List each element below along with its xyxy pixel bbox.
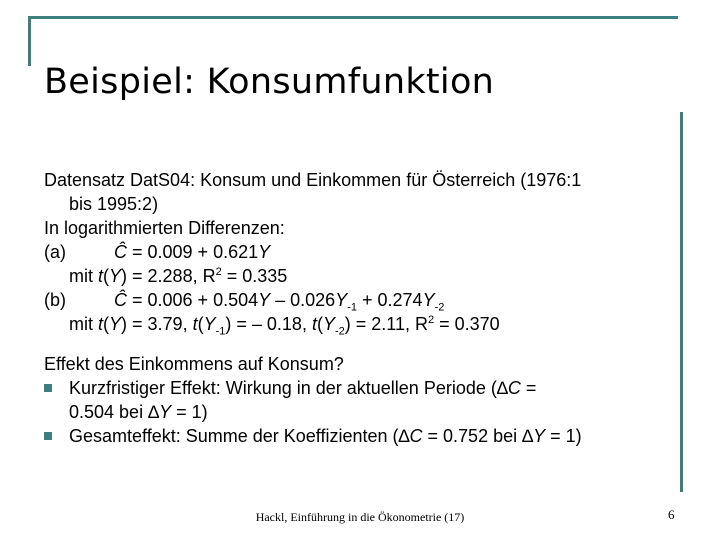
frame-top-line bbox=[28, 16, 678, 19]
equation-a: (a) Ĉ = 0.009 + 0.621Y bbox=[44, 242, 271, 262]
effect-question: Effekt des Einkommens auf Konsum? bbox=[44, 354, 344, 374]
square-bullet-icon bbox=[44, 384, 52, 392]
frame-left-line bbox=[28, 16, 31, 66]
dataset-line-2: bis 1995:2) bbox=[69, 194, 159, 214]
equation-b: (b) Ĉ = $0.006 + 0.504Y - 0.026Y_{-1} + 0.274Y_{-2}$ bbox=[44, 290, 445, 314]
bullet-item: Gesamteffekt: Summe der Koeffizienten (∆C = 0.752 bei ∆Y = 1) bbox=[44, 424, 664, 448]
equation-a-statistics: mit t(Y) = 2.288, $R^2 = 0.335$ bbox=[69, 266, 288, 286]
slide-footer: Hackl, Einführung in die Ökonometrie (17) bbox=[255, 510, 465, 524]
square-bullet-icon bbox=[44, 432, 52, 440]
equation-b-label: (b) bbox=[44, 290, 66, 310]
frame-right-line bbox=[680, 112, 683, 492]
log-differences-label: In logarithmierten Differenzen: bbox=[44, 218, 285, 238]
slide-title: Beispiel: Konsumfunktion bbox=[44, 62, 495, 102]
equation-a-label: (a) bbox=[44, 242, 66, 262]
dataset-line-1: Datensatz DatS04: Konsum und Einkommen für Österreich (1976:1 bbox=[44, 170, 582, 190]
bullet-item: Kurzfristiger Effekt: Wirkung in der aktuellen Periode (∆C = 0.504 bei ∆Y = 1) bbox=[44, 376, 664, 424]
equation-b-statistics: mit t(Y) = 3.79, $t(Y_{-1})$ = – 0.18, $t(Y_{-2}) = 2.11$, $R^2 = 0.370$ bbox=[69, 314, 500, 338]
page-number: 6 bbox=[668, 507, 675, 522]
paragraph-gap bbox=[44, 336, 664, 352]
slide-content bbox=[44, 168, 664, 448]
